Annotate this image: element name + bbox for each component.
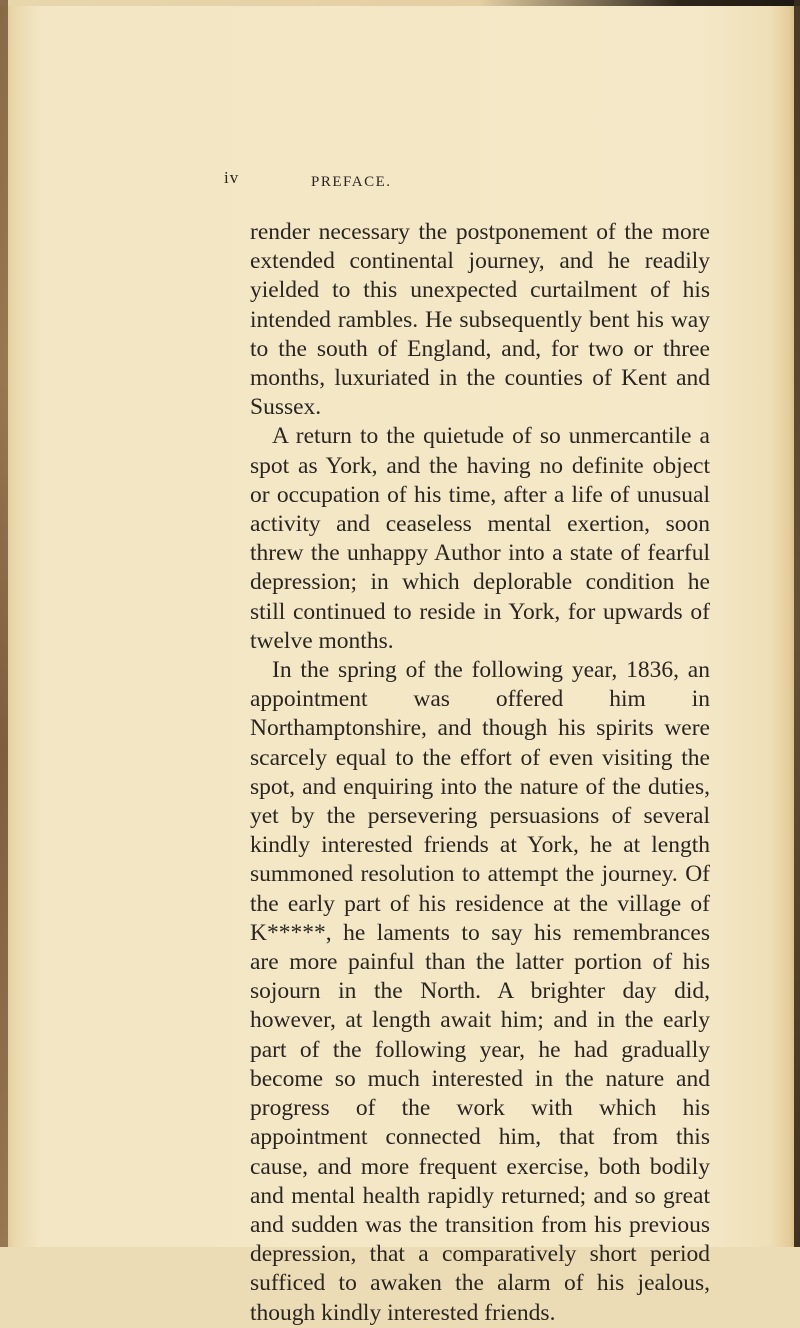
paragraph: A return to the quietude of so unmercantile a spot as York, and the having no definite object or occupation of his time, after a life of unusual activity and ceaseless mental exertion, soon threw the unhappy Author into a state of fearful depression; in which deplorable condition he still continued to reside in York, for upwards of twelve months. <box>250 423 710 654</box>
body-text <box>250 218 710 1328</box>
paragraph: render necessary the postponement of the more extended continental journey, and he readily yielded to this unexpected curtailment of his intended rambles. He subsequently bent his way to the south of England, and, for two or three months, luxuriated in the counties of Kent and Sussex. <box>250 219 710 421</box>
paragraph: In the spring of the following year, 1836, an appointment was offered him in Northamptonshire, and though his spirits were scarcely equal to the effort of even visiting the spot, and enquiring into the nature of the duties, yet by the persevering persuasions of several kindly interested friends at York, he at length summoned resolution to attempt the journey. Of the early part of his residence at the village of K*****, he laments to say his remembrances are more painful than the latter portion of his sojourn in the North. A brighter day did, however, at length await him; and in the early part of the following year, he had gradually become so much interested in the nature and progress of the work with which his appointment connected him, that from this cause, and more frequent exercise, both bodily and mental health rapidly returned; and so great and sudden was the transition from his previous depression, that a comparatively short period sufficed to awaken the alarm of his jealous, though kindly interested friends. <box>250 657 710 1326</box>
page-header <box>0 168 800 198</box>
page-number: iv <box>224 168 240 187</box>
page-top-edge <box>0 0 800 6</box>
running-head: PREFACE. <box>311 174 392 190</box>
